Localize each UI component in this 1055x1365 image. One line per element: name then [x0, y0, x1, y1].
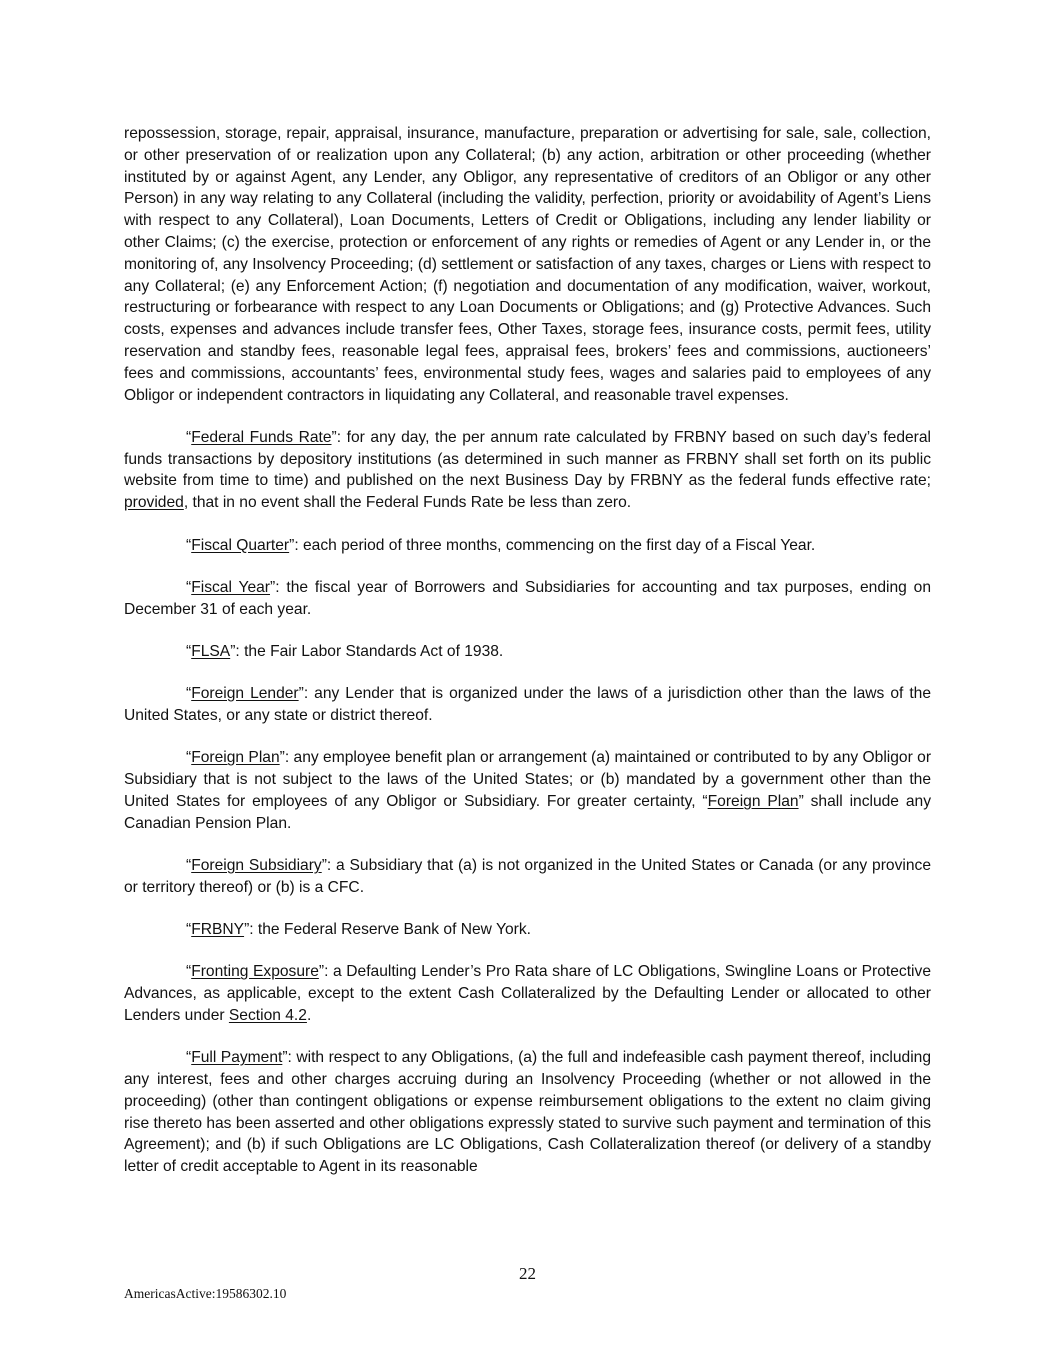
definition-text: with respect to any Obligations, (a) the full and indefeasible cash payment thereof, including any interest, fees and other charges accruing during an Insolvency Proceeding (whether or not allowed in the proceeding) (other than contingent obligations or expense reimbursement obligations to the extent no claim giving rise thereto has been asserted and other obligations expressly stated to survive such payment and termination of this Agreement); and (b) if such Obligations are LC Obligations, Cash Collateralization thereof (or delivery of a standby letter of credit acceptable to Agent in its reasonable	[124, 1049, 932, 1176]
open-quote: “	[186, 428, 192, 446]
definition-full-payment	[124, 1047, 931, 1178]
document-body	[124, 123, 931, 1199]
term-separator: ”:	[289, 536, 303, 554]
open-quote: “	[186, 857, 192, 875]
defined-term: Foreign Lender	[191, 685, 299, 703]
term-separator: ”:	[321, 857, 337, 875]
defined-term: Fiscal Year	[191, 578, 270, 596]
defined-term: Foreign Plan	[191, 749, 280, 767]
term-separator: ”:	[318, 963, 333, 981]
paragraph-costs-continuation	[124, 123, 931, 406]
defined-term: Fiscal Quarter	[191, 536, 290, 554]
definition-text: the Federal Reserve Bank of New York.	[257, 921, 531, 939]
open-quote: “	[186, 749, 192, 767]
defined-term: Full Payment	[191, 1049, 283, 1067]
definition-fiscal-year	[124, 577, 931, 621]
definition-foreign-lender	[124, 683, 931, 727]
definition-frbny	[124, 919, 931, 941]
definition-text: , that in no event shall the Federal Funds Rate be less than zero.	[183, 494, 632, 512]
definition-text: for any day, the per annum rate calculated by FRBNY based on such day’s federal funds transactions by depository institutions (as determined in such manner as FRBNY shall set forth on its public website from time to time) and published on the next Business Day by FRBNY as the federal funds effective rate;	[124, 428, 931, 490]
definition-foreign-plan	[124, 747, 931, 834]
definition-federal-funds-rate	[124, 427, 931, 514]
term-separator: ”:	[282, 1049, 297, 1067]
open-quote: “	[186, 642, 192, 660]
definition-text: .	[306, 1007, 312, 1024]
definition-text: each period of three months, commencing on the first day of a Fiscal Year.	[302, 536, 816, 554]
term-separator: ”:	[244, 921, 258, 939]
paragraph-text: repossession, storage, repair, appraisal, insurance, manufacture, preparation or advertising for sale, sale, collection, or other preservation of or realization upon any Collateral; (b) any action, arbitration or other proceeding (whether instituted by or against Agent, any Lender, any Obligor, any representative of creditors of an Obligor or any other Person) in any way relating to any Collateral (including the validity, perfection, priority or avoidability of Agent’s Liens with respect to any Collateral), Loan Documents, Letters of Credit or Obligations, including any lender liability or other Claims; (c) the exercise, protection or enforcement of any rights or remedies of Agent or any Lender in, or the monitoring of, any Insolvency Proceeding; (d) settlement or satisfaction of any taxes, charges or Liens with respect to any Collateral; (e) any Enforcement Action; (f) negotiation and documentation of any modification, waiver, workout, restructuring or forbearance with respect to any Loan Documents or Obligations; and (g) Protective Advances. Such costs, expenses and advances include transfer fees, Other Taxes, storage fees, insurance costs, permit fees, utility reservation and standby fees, reasonable legal fees, appraisal fees, brokers’ fees and commissions, auctioneers’ fees and commissions, accountants’ fees, environmental study fees, wages and salaries paid to employees of any Obligor or independent contractors in liquidating any Collateral, and reasonable travel expenses.	[124, 125, 931, 404]
defined-term-reference: Foreign Plan	[707, 792, 799, 810]
open-quote: “	[186, 685, 192, 703]
page-number: 22	[519, 1264, 536, 1283]
definition-text: the fiscal year of Borrowers and Subsidiaries for accounting and tax purposes, ending on December 31 of each year.	[124, 578, 932, 618]
defined-term: Fronting Exposure	[191, 963, 319, 981]
term-separator: ”:	[331, 428, 347, 446]
open-quote: “	[186, 1049, 192, 1067]
defined-term: FRBNY	[191, 921, 245, 939]
term-separator: ”:	[279, 749, 294, 767]
definition-foreign-subsidiary	[124, 855, 931, 899]
provided-term: provided	[124, 494, 184, 512]
open-quote: “	[186, 963, 192, 981]
defined-term: FLSA	[191, 642, 231, 660]
definition-text: ” shall include any Canadian Pension Plan.	[124, 792, 931, 832]
definition-text: a Subsidiary that (a) is not organized in the United States or Canada (or any province or territory thereof) or (b) is a CFC.	[124, 857, 931, 896]
definition-text: the Fair Labor Standards Act of 1938.	[244, 642, 504, 660]
definition-text: any Lender that is organized under the laws of a jurisdiction other than the laws of the United States, or any state or district thereof.	[124, 685, 932, 725]
definition-fronting-exposure	[124, 961, 931, 1026]
definition-text: a Defaulting Lender’s Pro Rata share of LC Obligations, Swingline Loans or Protective Advances, as applicable, except to the extent Cash Collateralized by the Defaulting Lender or allocated to other Lenders under	[124, 963, 931, 1024]
open-quote: “	[186, 536, 192, 554]
section-reference: Section 4.2	[228, 1007, 307, 1024]
open-quote: “	[186, 921, 192, 939]
definition-text: any employee benefit plan or arrangement (a) maintained or contributed to by any Obligor or Subsidiary that is not subject to the laws of the United States; or (b) mandated by a government other than the United States for employees of any Obligor or Subsidiary. For greater certainty, “	[124, 749, 932, 810]
defined-term: Federal Funds Rate	[191, 428, 332, 446]
defined-term: Foreign Subsidiary	[191, 857, 322, 875]
definition-fiscal-quarter	[124, 535, 931, 557]
term-separator: ”:	[298, 685, 315, 703]
term-separator: ”:	[270, 578, 287, 596]
definition-flsa	[124, 641, 931, 663]
open-quote: “	[186, 578, 192, 596]
document-id: AmericasActive:19586302.10	[124, 1286, 287, 1301]
term-separator: ”:	[230, 642, 245, 660]
